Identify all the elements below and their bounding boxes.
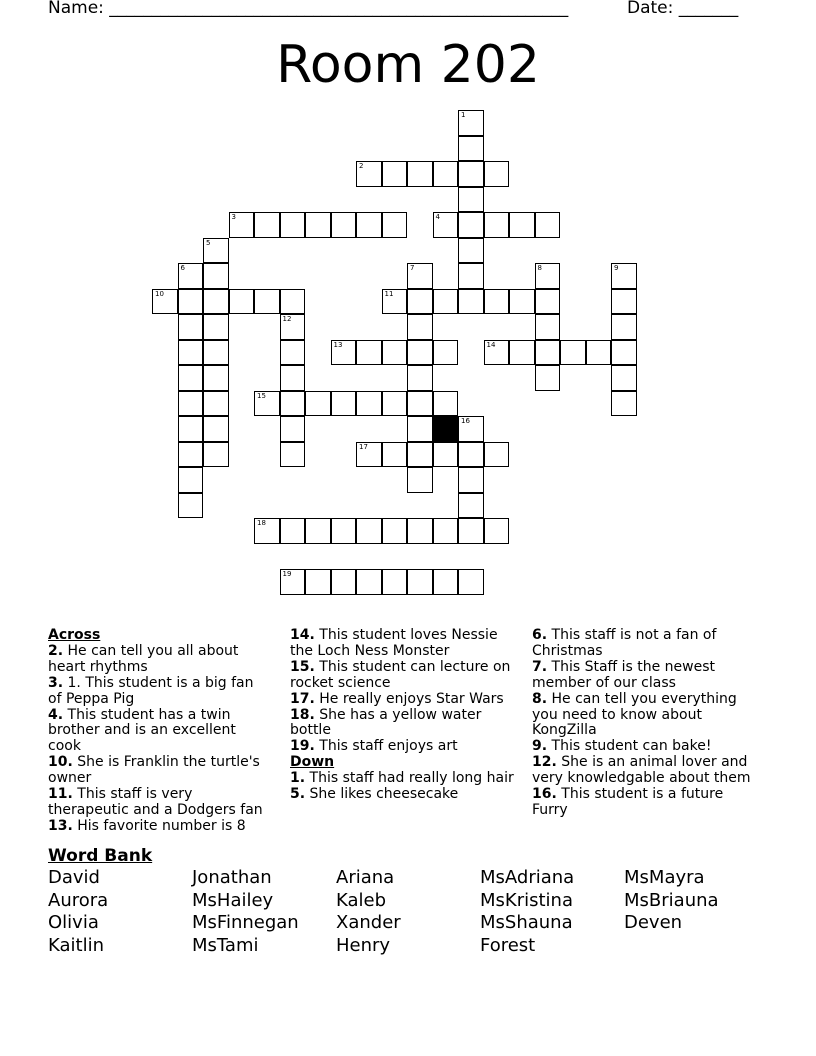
- clue-item: [48, 787, 270, 819]
- clue-item: [290, 787, 515, 803]
- grid-cell[interactable]: [458, 263, 484, 289]
- grid-cell[interactable]: [178, 467, 204, 493]
- grid-cell[interactable]: [382, 340, 408, 366]
- grid-cell[interactable]: [433, 391, 459, 417]
- grid-cell[interactable]: [280, 391, 306, 417]
- word-bank-item: Olivia: [48, 912, 99, 934]
- grid-cell[interactable]: [178, 263, 204, 289]
- grid-cell[interactable]: [484, 340, 510, 366]
- clues-column-1: [48, 628, 270, 835]
- word-bank-item: MsTami: [192, 935, 259, 957]
- grid-cell[interactable]: [611, 263, 637, 289]
- grid-cell[interactable]: [560, 340, 586, 366]
- grid-cell[interactable]: [356, 161, 382, 187]
- clue-number-label: 10.: [48, 754, 73, 771]
- grid-cell[interactable]: [484, 289, 510, 315]
- clue-text: He can tell you all about heart rhythms: [48, 642, 239, 675]
- grid-cell[interactable]: [178, 442, 204, 468]
- grid-cell[interactable]: [458, 416, 484, 442]
- grid-cell[interactable]: [458, 212, 484, 238]
- grid-cell[interactable]: [254, 289, 280, 315]
- grid-cell[interactable]: [458, 136, 484, 162]
- grid-cell[interactable]: [458, 442, 484, 468]
- clue-text: She is Franklin the turtle's owner: [48, 754, 260, 787]
- grid-cell[interactable]: [484, 161, 510, 187]
- clue-text: This student is a future Furry: [532, 786, 724, 818]
- grid-cell[interactable]: [586, 340, 612, 366]
- clue-number-label: 2.: [48, 642, 64, 659]
- grid-cell[interactable]: [458, 238, 484, 264]
- grid-cell[interactable]: [433, 442, 459, 468]
- clue-item: [48, 676, 270, 708]
- clue-item: [290, 771, 515, 787]
- across-heading: Across: [48, 627, 101, 643]
- word-bank-item: David: [48, 867, 100, 888]
- word-bank-item: Forest: [480, 935, 536, 957]
- grid-cell[interactable]: [458, 467, 484, 493]
- clue-number: 2: [359, 162, 364, 170]
- grid-cell[interactable]: [458, 289, 484, 315]
- grid-cell[interactable]: [203, 263, 229, 289]
- grid-cell[interactable]: [178, 391, 204, 417]
- clue-text: This Staff is the newest member of our class: [532, 658, 716, 691]
- grid-cell[interactable]: [458, 187, 484, 213]
- grid-cell[interactable]: [407, 569, 433, 595]
- clue-text: This student loves Nessie the Loch Ness Monster: [290, 627, 498, 659]
- name-field-label: Name: ______________________________________________________: [48, 0, 569, 18]
- clue-number: 9: [614, 264, 619, 272]
- clue-item: [532, 660, 760, 692]
- clue-number-label: 16.: [532, 786, 557, 803]
- clue-item: [532, 755, 760, 787]
- word-bank-item: MsMayra: [624, 867, 705, 888]
- grid-cell[interactable]: [203, 442, 229, 468]
- grid-cell[interactable]: [305, 212, 331, 238]
- clue-number-label: 1.: [290, 770, 306, 787]
- grid-cell[interactable]: [356, 518, 382, 544]
- grid-cell[interactable]: [280, 569, 306, 595]
- down-heading: Down: [290, 754, 335, 771]
- clue-item: [290, 660, 515, 692]
- clue-number-label: 6.: [532, 627, 548, 643]
- clue-number: 17: [359, 442, 368, 451]
- grid-cell[interactable]: [178, 416, 204, 442]
- grid-cell[interactable]: [484, 442, 510, 468]
- grid-cell[interactable]: [458, 518, 484, 544]
- word-bank-item: Deven: [624, 912, 683, 934]
- grid-cell[interactable]: [203, 416, 229, 442]
- clue-number: 16: [461, 417, 470, 425]
- grid-cell[interactable]: [331, 569, 357, 595]
- grid-cell[interactable]: [433, 289, 459, 315]
- date-field-label: Date: _______: [627, 0, 739, 18]
- clue-text: She likes cheesecake: [305, 786, 459, 803]
- clue-number: 19: [282, 570, 292, 578]
- clue-number: 7: [410, 264, 415, 272]
- clue-number: 6: [180, 264, 185, 272]
- grid-cell[interactable]: [178, 340, 204, 366]
- grid-cell[interactable]: [509, 212, 535, 238]
- grid-cell[interactable]: [484, 518, 510, 544]
- clue-number-label: 18.: [290, 706, 315, 723]
- grid-cell[interactable]: [407, 314, 433, 340]
- word-bank-item: MsBriauna: [624, 889, 719, 911]
- clue-number: 11: [384, 289, 394, 298]
- grid-cell[interactable]: [458, 493, 484, 519]
- clue-number: 3: [231, 213, 236, 221]
- word-bank-item: MsAdriana: [480, 867, 575, 888]
- grid-cell[interactable]: [356, 391, 382, 417]
- grid-cell[interactable]: [407, 161, 433, 187]
- grid-cell[interactable]: [407, 416, 433, 442]
- grid-cell[interactable]: [382, 289, 408, 315]
- word-bank-item: MsFinnegan: [192, 912, 299, 934]
- grid-cell[interactable]: [611, 340, 637, 366]
- clue-number-label: 17.: [290, 690, 315, 707]
- clue-number-label: 4.: [48, 706, 64, 723]
- word-bank-item: Aurora: [48, 889, 109, 911]
- clue-text: He can tell you everything you need to know about KongZilla: [532, 690, 737, 739]
- clue-item: [48, 755, 270, 787]
- word-bank-item: MsShauna: [480, 912, 573, 934]
- grid-cell[interactable]: [509, 289, 535, 315]
- grid-cell[interactable]: [382, 569, 408, 595]
- clue-number: 18: [257, 519, 266, 527]
- clue-text: This student can lecture on rocket science: [290, 658, 511, 691]
- word-bank-item: Jonathan: [192, 867, 272, 888]
- clue-number-label: 19.: [290, 738, 315, 755]
- clue-number-label: 3.: [48, 674, 64, 691]
- grid-cell[interactable]: [484, 212, 510, 238]
- page-title: Room 202: [276, 35, 540, 95]
- clue-item: [532, 628, 760, 660]
- grid-cell[interactable]: [382, 161, 408, 187]
- clue-text: 1. This student is a big fan of Peppa Pig: [48, 674, 254, 707]
- grid-cell[interactable]: [433, 212, 459, 238]
- clue-text: She is an animal lover and very knowledgable about them: [532, 754, 751, 787]
- grid-cell-black: [433, 416, 459, 442]
- grid-cell[interactable]: [203, 238, 229, 264]
- grid-cell[interactable]: [407, 518, 433, 544]
- clue-number: 10: [155, 289, 164, 298]
- word-bank-item: Kaleb: [336, 889, 387, 911]
- clue-number: 1: [461, 111, 466, 119]
- clue-number-label: 8.: [532, 690, 548, 707]
- grid-cell[interactable]: [407, 365, 433, 391]
- grid-cell[interactable]: [254, 212, 280, 238]
- grid-cell[interactable]: [433, 161, 459, 187]
- grid-cell[interactable]: [280, 340, 306, 366]
- word-bank-item: Kaitlin: [48, 935, 104, 957]
- clue-number: 12: [282, 315, 292, 323]
- grid-cell[interactable]: [407, 263, 433, 289]
- clue-text: This staff enjoys art: [314, 738, 458, 755]
- grid-cell[interactable]: [229, 289, 255, 315]
- grid-cell[interactable]: [535, 340, 561, 366]
- grid-cell[interactable]: [229, 212, 255, 238]
- clue-number-label: 5.: [290, 786, 306, 803]
- clue-number: 15: [257, 391, 266, 400]
- clue-text: His favorite number is 8: [72, 817, 246, 834]
- clue-number-label: 7.: [532, 658, 548, 675]
- grid-cell[interactable]: [280, 212, 306, 238]
- grid-cell[interactable]: [458, 569, 484, 595]
- word-bank-item: MsHailey: [192, 889, 274, 911]
- clue-item: [532, 787, 760, 819]
- grid-cell[interactable]: [382, 518, 408, 544]
- grid-cell[interactable]: [178, 365, 204, 391]
- grid-cell[interactable]: [433, 518, 459, 544]
- clue-number-label: 13.: [48, 817, 73, 834]
- grid-cell[interactable]: [331, 391, 357, 417]
- grid-cell[interactable]: [611, 391, 637, 417]
- clue-item: [290, 708, 515, 740]
- grid-cell[interactable]: [305, 569, 331, 595]
- clue-text: This staff had really long hair: [305, 770, 514, 787]
- clue-text: This student can bake!: [547, 738, 712, 755]
- clues-column-2: [290, 628, 515, 803]
- grid-cell[interactable]: [331, 340, 357, 366]
- grid-cell[interactable]: [203, 289, 229, 315]
- grid-cell[interactable]: [203, 314, 229, 340]
- grid-cell[interactable]: [305, 518, 331, 544]
- clue-text: She has a yellow water bottle: [290, 706, 482, 739]
- clue-item: [290, 692, 515, 708]
- clue-number: 14: [486, 340, 496, 349]
- grid-cell[interactable]: [535, 263, 561, 289]
- grid-cell[interactable]: [382, 212, 408, 238]
- clue-item: [290, 739, 515, 755]
- grid-cell[interactable]: [458, 110, 484, 136]
- grid-cell[interactable]: [611, 289, 637, 315]
- grid-cell[interactable]: [203, 391, 229, 417]
- grid-cell[interactable]: [356, 340, 382, 366]
- grid-cell[interactable]: [280, 314, 306, 340]
- clue-item: [290, 628, 515, 660]
- word-bank-item: Henry: [336, 935, 391, 957]
- grid-cell[interactable]: [535, 314, 561, 340]
- grid-cell[interactable]: [407, 442, 433, 468]
- grid-cell[interactable]: [280, 442, 306, 468]
- clue-number-label: 9.: [532, 738, 548, 755]
- clue-item: [532, 692, 760, 740]
- clue-number: 5: [206, 238, 211, 247]
- grid-cell[interactable]: [203, 340, 229, 366]
- grid-cell[interactable]: [305, 391, 331, 417]
- grid-cell[interactable]: [407, 289, 433, 315]
- grid-cell[interactable]: [433, 340, 459, 366]
- clue-number-label: 14.: [290, 627, 315, 643]
- grid-cell[interactable]: [356, 569, 382, 595]
- grid-cell[interactable]: [407, 467, 433, 493]
- grid-cell[interactable]: [356, 212, 382, 238]
- grid-cell[interactable]: [382, 442, 408, 468]
- grid-cell[interactable]: [203, 365, 229, 391]
- grid-cell[interactable]: [152, 289, 178, 315]
- grid-cell[interactable]: [382, 391, 408, 417]
- grid-cell[interactable]: [178, 493, 204, 519]
- grid-cell[interactable]: [407, 340, 433, 366]
- clue-text: This student has a twin brother and is an excellent cook: [48, 706, 236, 755]
- grid-cell[interactable]: [331, 518, 357, 544]
- grid-cell[interactable]: [458, 161, 484, 187]
- grid-cell[interactable]: [535, 289, 561, 315]
- grid-cell[interactable]: [407, 391, 433, 417]
- clue-text: He really enjoys Star Wars: [314, 690, 504, 707]
- grid-cell[interactable]: [509, 340, 535, 366]
- grid-cell[interactable]: [535, 212, 561, 238]
- clue-number: 13: [333, 340, 343, 349]
- clue-number-label: 12.: [532, 754, 557, 771]
- grid-cell[interactable]: [280, 289, 306, 315]
- grid-cell[interactable]: [331, 212, 357, 238]
- grid-cell[interactable]: [254, 391, 280, 417]
- clues-column-3: [532, 628, 760, 819]
- clue-number-label: 15.: [290, 658, 315, 675]
- grid-cell[interactable]: [280, 416, 306, 442]
- grid-cell[interactable]: [254, 518, 280, 544]
- clue-item: [532, 739, 760, 755]
- word-bank-item: MsKristina: [480, 889, 573, 911]
- clue-item: [48, 819, 270, 835]
- grid-cell[interactable]: [433, 569, 459, 595]
- clue-number: 8: [537, 264, 542, 272]
- grid-cell[interactable]: [535, 365, 561, 391]
- clue-number: 4: [435, 213, 440, 221]
- grid-cell[interactable]: [356, 442, 382, 468]
- clue-text: This staff is very therapeutic and a Dodgers fan: [48, 786, 263, 818]
- grid-cell[interactable]: [611, 365, 637, 391]
- clue-text: This staff is not a fan of Christmas: [532, 627, 717, 659]
- clue-item: [48, 708, 270, 756]
- grid-cell[interactable]: [178, 314, 204, 340]
- grid-cell[interactable]: [280, 518, 306, 544]
- clue-item: [48, 644, 270, 676]
- word-bank-item: Xander: [336, 912, 401, 934]
- grid-cell[interactable]: [178, 289, 204, 315]
- grid-cell[interactable]: [280, 365, 306, 391]
- clue-number-label: 11.: [48, 786, 73, 803]
- grid-cell[interactable]: [611, 314, 637, 340]
- word-bank-item: Ariana: [336, 867, 395, 888]
- word-bank-title: Word Bank: [48, 846, 153, 866]
